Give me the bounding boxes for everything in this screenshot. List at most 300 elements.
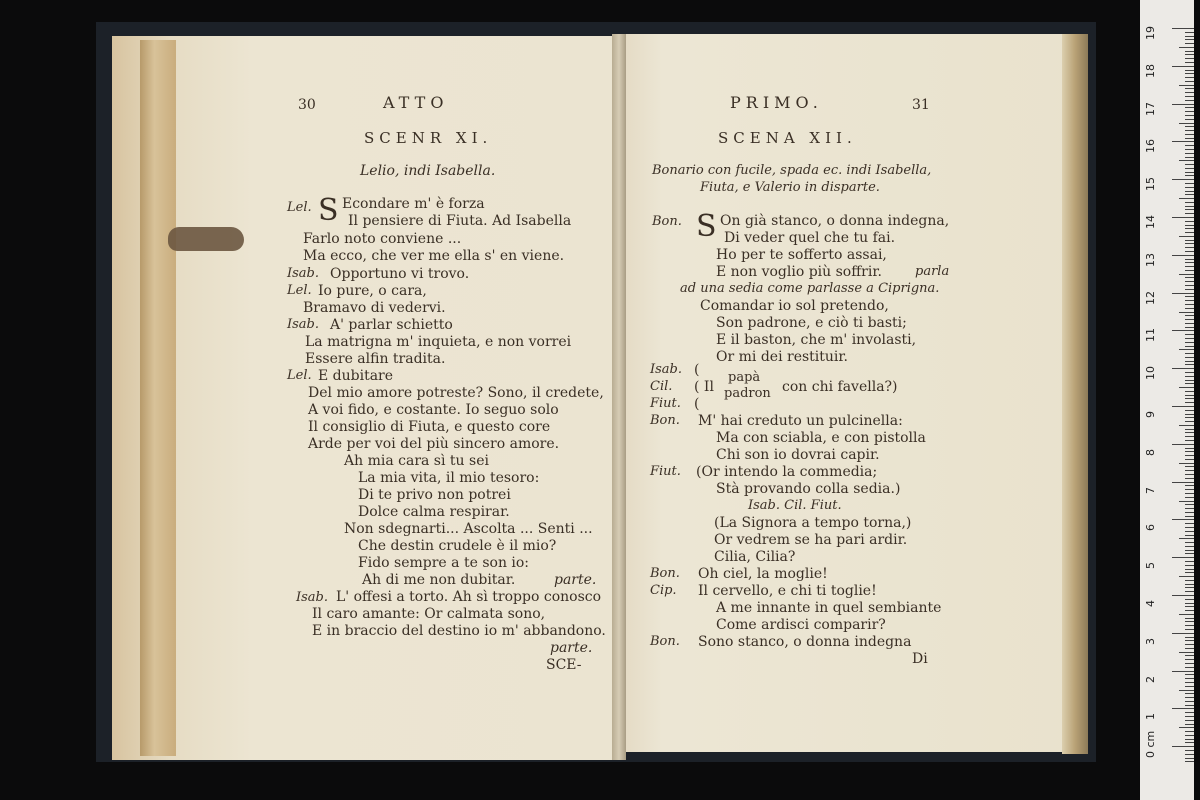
ruler-tick: [1185, 107, 1194, 108]
ruler-tick: [1185, 591, 1194, 592]
ruler-tick: [1185, 678, 1194, 679]
ruler-tick: [1185, 51, 1194, 52]
ruler-tick: [1185, 535, 1194, 536]
speaker-label: Fiut.: [650, 464, 681, 479]
ruler-tick: [1185, 731, 1194, 732]
ruler-number: 15: [1144, 177, 1157, 192]
ruler-tick: [1185, 637, 1194, 638]
ruler-tick: [1179, 312, 1194, 313]
ruler-tick: [1185, 202, 1194, 203]
ruler-tick: [1185, 697, 1194, 698]
ruler-tick: [1172, 746, 1194, 747]
ruler-tick: [1172, 406, 1194, 407]
ruler-tick: [1179, 538, 1194, 539]
ruler-tick: [1185, 410, 1194, 411]
verse-line: E il baston, che m' involasti,: [716, 332, 917, 348]
ruler-number: 10: [1144, 366, 1157, 381]
ruler-tick: [1185, 546, 1194, 547]
ruler-tick: [1172, 293, 1194, 294]
ruler-tick: [1185, 372, 1194, 373]
verse-line: E dubitare: [318, 368, 394, 384]
ruler-tick: [1185, 398, 1194, 399]
ruler-tick: [1185, 338, 1194, 339]
ruler-tick: [1185, 705, 1194, 706]
verse-line: Son padrone, e ciò ti basti;: [716, 315, 907, 331]
ruler-tick: [1185, 130, 1194, 131]
ruler-tick: [1185, 62, 1194, 63]
ruler-number: 12: [1144, 290, 1157, 305]
ruler-tick: [1185, 667, 1194, 668]
stage-direction: parla: [915, 264, 950, 279]
verse-line: Comandar io sol pretendo,: [700, 298, 889, 314]
speaker-label: Isab.: [287, 317, 320, 332]
ruler-tick: [1179, 614, 1194, 615]
speaker-label: Isab.: [296, 590, 329, 605]
ruler-tick: [1185, 629, 1194, 630]
ruler-tick: [1172, 66, 1194, 67]
verse-line: (Or intendo la commedia;: [696, 464, 878, 480]
ruler-tick: [1172, 217, 1194, 218]
stage-direction: parte.: [550, 640, 593, 656]
ruler-tick: [1185, 119, 1194, 120]
left-catchword: SCE-: [546, 657, 582, 673]
ruler-tick: [1185, 606, 1194, 607]
verse-line: Opportuno vi trovo.: [330, 266, 470, 282]
ruler-tick: [1185, 247, 1194, 248]
ruler-tick: [1185, 402, 1194, 403]
right-scene-title: SCENA XII.: [718, 129, 857, 147]
ruler-tick: [1185, 584, 1194, 585]
ruler-tick: [1185, 32, 1194, 33]
verse-line: A voi fido, e costante. Io seguo solo: [308, 402, 559, 418]
ruler-tick: [1185, 674, 1194, 675]
ruler-tick: [1185, 206, 1194, 207]
speaker-label: Lel.: [287, 200, 312, 215]
verse-line: Il pensiere di Fiuta. Ad Isabella: [348, 213, 572, 229]
ruler-tick: [1185, 259, 1194, 260]
ruler-tick: [1185, 512, 1194, 513]
ruler-tick: [1185, 70, 1194, 71]
ruler-tick: [1185, 580, 1194, 581]
ruler-tick: [1185, 553, 1194, 554]
ruler-tick: [1185, 448, 1194, 449]
verse-line: Dolce calma respirar.: [358, 504, 510, 520]
ruler-tick: [1185, 735, 1194, 736]
ruler-tick: [1185, 474, 1194, 475]
ruler-tick: [1185, 470, 1194, 471]
ruler-tick: [1185, 508, 1194, 509]
speaker-label: Isab.: [287, 266, 320, 281]
ruler-tick: [1185, 451, 1194, 452]
ruler-number: 19: [1144, 26, 1157, 40]
ruler-tick: [1185, 466, 1194, 467]
ruler-tick: [1185, 54, 1194, 55]
speaker-label: Fiut.: [650, 396, 681, 411]
brown-stain: [168, 227, 244, 251]
ruler-tick: [1185, 175, 1194, 176]
ruler-tick: [1185, 225, 1194, 226]
ruler-number: 18: [1144, 63, 1157, 78]
left-running-head: ATTO: [383, 93, 449, 112]
verse-line: Oh ciel, la moglie!: [698, 566, 828, 582]
right-catchword: Di: [912, 651, 928, 667]
ruler-tick: [1185, 39, 1194, 40]
page-edge-deckle: [140, 40, 176, 756]
right-running-head: PRIMO.: [730, 93, 823, 112]
verse-line: con chi favella?): [782, 379, 898, 395]
speaker-label: Bon.: [650, 413, 680, 428]
ruler-tick: [1185, 364, 1194, 365]
verse-line: Econdare m' è forza: [342, 196, 485, 212]
verse-line: Ah mia cara sì tu sei: [344, 453, 489, 469]
ruler-number: 0 cm: [1144, 730, 1157, 759]
ruler-number: 3: [1144, 637, 1157, 645]
ruler-tick: [1172, 557, 1194, 558]
ruler-tick: [1185, 561, 1194, 562]
ruler-tick: [1185, 493, 1194, 494]
verse-line: La matrigna m' inquieta, e non vorrei: [305, 334, 572, 350]
ruler-tick: [1185, 621, 1194, 622]
ruler-tick: [1185, 625, 1194, 626]
ruler-number: 7: [1144, 486, 1157, 494]
ruler-number: 6: [1144, 524, 1157, 532]
ruler-tick: [1185, 334, 1194, 335]
ruler-tick: [1185, 36, 1194, 37]
ruler-tick: [1185, 115, 1194, 116]
ruler-number: 5: [1144, 562, 1157, 570]
ruler-tick: [1185, 724, 1194, 725]
speaker-label: Lel.: [287, 368, 312, 383]
ruler-tick: [1185, 640, 1194, 641]
ruler-tick: [1185, 436, 1194, 437]
ruler-tick: [1185, 92, 1194, 93]
ruler-tick: [1185, 308, 1194, 309]
ruler-tick: [1185, 686, 1194, 687]
verse-line: Io pure, o cara,: [318, 283, 427, 299]
ruler-tick: [1185, 168, 1194, 169]
ruler-tick: [1179, 463, 1194, 464]
ruler-tick: [1185, 716, 1194, 717]
measuring-ruler: [1140, 0, 1194, 800]
ruler-tick: [1185, 485, 1194, 486]
ruler-tick: [1185, 414, 1194, 415]
ruler-tick: [1185, 455, 1194, 456]
left-page-number: 30: [298, 97, 316, 113]
ruler-tick: [1185, 701, 1194, 702]
stage-direction: parte.: [554, 572, 597, 588]
ruler-tick: [1172, 368, 1194, 369]
verse-line: (La Signora a tempo torna,): [714, 515, 912, 531]
ruler-tick: [1185, 172, 1194, 173]
ruler-tick: [1185, 712, 1194, 713]
verse-line: Il consiglio di Fiuta, e questo core: [308, 419, 551, 435]
verse-line: Di te privo non potrei: [358, 487, 511, 503]
ruler-tick: [1185, 572, 1194, 573]
ruler-tick: [1179, 576, 1194, 577]
verse-line: L' offesi a torto. Ah sì troppo conosco: [336, 589, 602, 605]
ruler-tick: [1179, 123, 1194, 124]
ruler-tick: [1185, 149, 1194, 150]
ruler-tick: [1185, 750, 1194, 751]
ruler-tick: [1185, 659, 1194, 660]
verse-line: (: [694, 362, 700, 378]
verse-line: Cilia, Cilia?: [714, 549, 796, 565]
verse-line: Non sdegnarti... Ascolta ... Senti ...: [344, 521, 593, 537]
ruler-tick: [1185, 77, 1194, 78]
verse-line: Stà provando colla sedia.): [716, 481, 901, 497]
ruler-tick: [1179, 349, 1194, 350]
ruler-tick: [1185, 342, 1194, 343]
verse-line: Ho per te sofferto assai,: [716, 247, 887, 263]
ruler-tick: [1179, 85, 1194, 86]
ruler-tick: [1185, 504, 1194, 505]
brace-word-bottom: padron: [724, 386, 771, 401]
stage-direction: ad una sedia come parlasse a Ciprigna.: [680, 281, 940, 296]
ruler-tick: [1185, 153, 1194, 154]
ruler-tick: [1185, 134, 1194, 135]
ruler-tick: [1185, 353, 1194, 354]
ruler-tick: [1185, 644, 1194, 645]
ruler-tick: [1185, 266, 1194, 267]
ruler-number: 9: [1144, 411, 1157, 418]
ruler-tick: [1185, 73, 1194, 74]
verse-line: Sono stanco, o donna indegna: [698, 634, 912, 650]
ruler-tick: [1172, 179, 1194, 180]
ruler-tick: [1185, 421, 1194, 422]
ruler-tick: [1185, 739, 1194, 740]
ruler-tick: [1185, 429, 1194, 430]
ruler-tick: [1185, 361, 1194, 362]
verse-line: Del mio amore potreste? Sono, il credete,: [308, 385, 604, 401]
ruler-tick: [1185, 391, 1194, 392]
verse-line: Essere alfin tradita.: [305, 351, 446, 367]
ruler-tick: [1185, 213, 1194, 214]
ruler-number: 17: [1144, 101, 1157, 116]
ruler-tick: [1185, 682, 1194, 683]
verse-line: Il cervello, e chi ti toglie!: [698, 583, 877, 599]
ruler-tick: [1172, 519, 1194, 520]
ruler-tick: [1185, 58, 1194, 59]
ruler-tick: [1185, 603, 1194, 604]
ruler-tick: [1185, 550, 1194, 551]
verse-line: Or vedrem se ha pari ardir.: [714, 532, 908, 548]
verse-line: Bramavo di vedervi.: [303, 300, 446, 316]
ruler-tick: [1185, 663, 1194, 664]
ruler-tick: [1185, 187, 1194, 188]
ruler-tick: [1185, 300, 1194, 301]
ruler-tick: [1179, 501, 1194, 502]
ruler-number: 8: [1144, 448, 1157, 456]
drop-capital: S: [318, 193, 339, 228]
ruler-tick: [1179, 425, 1194, 426]
ruler-tick: [1185, 304, 1194, 305]
brace-word-top: papà: [728, 370, 761, 385]
ruler-tick: [1185, 720, 1194, 721]
ruler-tick: [1179, 236, 1194, 237]
ruler-tick: [1185, 323, 1194, 324]
ruler-tick: [1185, 138, 1194, 139]
ruler-tick: [1185, 126, 1194, 127]
ruler-tick: [1185, 587, 1194, 588]
ruler-tick: [1185, 569, 1194, 570]
ruler-tick: [1185, 111, 1194, 112]
ruler-tick: [1185, 43, 1194, 44]
ruler-tick: [1185, 648, 1194, 649]
ruler-tick: [1185, 270, 1194, 271]
verse-line: Or mi dei restituir.: [716, 349, 848, 365]
verse-line: Di veder quel che tu fai.: [724, 230, 896, 246]
ruler-tick: [1185, 194, 1194, 195]
ruler-tick: [1185, 497, 1194, 498]
verse-line: M' hai creduto un pulcinella:: [698, 413, 903, 429]
right-page-edges: [1062, 34, 1088, 754]
verse-line: ( Il: [694, 379, 714, 395]
speaker-label: Bon.: [650, 566, 680, 581]
verse-line: Che destin crudele è il mio?: [358, 538, 557, 554]
stage-direction: Isab. Cil. Fiut.: [748, 498, 842, 513]
verse-line: E non voglio più soffrir.: [716, 264, 882, 280]
ruler-tick: [1172, 671, 1194, 672]
verse-line: La mia vita, il mio tesoro:: [358, 470, 540, 486]
ruler-tick: [1185, 100, 1194, 101]
ruler-tick: [1185, 346, 1194, 347]
verse-line: Chi son io dovrai capir.: [716, 447, 880, 463]
ruler-tick: [1185, 516, 1194, 517]
ruler-tick: [1185, 191, 1194, 192]
ruler-tick: [1185, 277, 1194, 278]
ruler-tick: [1185, 315, 1194, 316]
ruler-tick: [1172, 104, 1194, 105]
ruler-tick: [1185, 96, 1194, 97]
ruler-tick: [1185, 88, 1194, 89]
ruler-tick: [1185, 319, 1194, 320]
ruler-number: 16: [1144, 139, 1157, 154]
ruler-tick: [1185, 209, 1194, 210]
ruler-tick: [1185, 281, 1194, 282]
book-gutter: [612, 34, 626, 760]
verse-line: A' parlar schietto: [330, 317, 453, 333]
ruler-tick: [1172, 255, 1194, 256]
speaker-label: Bon.: [650, 634, 680, 649]
ruler-tick: [1185, 243, 1194, 244]
verse-line: Ma ecco, che ver me ella s' en viene.: [303, 248, 565, 264]
ruler-tick: [1172, 595, 1194, 596]
left-scene-title: SCENR XI.: [364, 129, 493, 147]
ruler-tick: [1185, 228, 1194, 229]
speaker-label: Cip.: [650, 583, 677, 598]
ruler-tick: [1185, 459, 1194, 460]
ruler-tick: [1179, 274, 1194, 275]
ruler-tick: [1185, 655, 1194, 656]
ruler-tick: [1185, 758, 1194, 759]
ruler-number: 14: [1144, 215, 1157, 229]
left-scene-description: Lelio, indi Isabella.: [360, 163, 496, 179]
ruler-tick: [1185, 693, 1194, 694]
ruler-tick: [1185, 542, 1194, 543]
ruler-tick: [1179, 47, 1194, 48]
ruler-tick: [1185, 296, 1194, 297]
ruler-tick: [1185, 440, 1194, 441]
speaker-label: Cil.: [650, 379, 673, 394]
ruler-tick: [1172, 330, 1194, 331]
ruler-tick: [1185, 761, 1194, 762]
verse-line: Ah di me non dubitar.: [362, 572, 516, 588]
ruler-tick: [1185, 327, 1194, 328]
ruler-tick: [1185, 221, 1194, 222]
ruler-tick: [1172, 708, 1194, 709]
verse-line: A me innante in quel sembiante: [716, 600, 942, 616]
ruler-tick: [1185, 285, 1194, 286]
ruler-tick: [1185, 157, 1194, 158]
ruler-tick: [1185, 357, 1194, 358]
right-scene-description-1: Bonario con fucile, spada ec. indi Isabella,: [652, 163, 932, 178]
ruler-tick: [1185, 183, 1194, 184]
ruler-tick: [1179, 198, 1194, 199]
ruler-number: 11: [1144, 328, 1157, 343]
ruler-tick: [1185, 523, 1194, 524]
verse-line: Il caro amante: Or calmata sono,: [312, 606, 546, 622]
ruler-tick: [1185, 380, 1194, 381]
ruler-tick: [1179, 387, 1194, 388]
ruler-tick: [1185, 417, 1194, 418]
right-page-number: 31: [912, 97, 930, 113]
verse-line: Ma con sciabla, e con pistolla: [716, 430, 926, 446]
ruler-tick: [1185, 531, 1194, 532]
ruler-tick: [1185, 489, 1194, 490]
ruler-tick: [1172, 482, 1194, 483]
verse-line: Arde per voi del più sincero amore.: [308, 436, 560, 452]
ruler-tick: [1185, 232, 1194, 233]
ruler-tick: [1179, 690, 1194, 691]
ruler-tick: [1172, 28, 1194, 29]
right-scene-description-2: Fiuta, e Valerio in disparte.: [700, 180, 880, 195]
ruler-tick: [1172, 633, 1194, 634]
ruler-tick: [1185, 164, 1194, 165]
ruler-tick: [1185, 610, 1194, 611]
drop-capital: S: [696, 209, 717, 244]
ruler-tick: [1179, 652, 1194, 653]
ruler-tick: [1172, 444, 1194, 445]
ruler-tick: [1185, 754, 1194, 755]
verse-line: On già stanco, o donna indegna,: [720, 213, 950, 229]
speaker-label: Lel.: [287, 283, 312, 298]
verse-line: Come ardisci comparir?: [716, 617, 886, 633]
ruler-tick: [1185, 742, 1194, 743]
speaker-label: Bon.: [652, 214, 682, 229]
ruler-tick: [1185, 432, 1194, 433]
verse-line: (: [694, 396, 700, 412]
ruler-tick: [1185, 262, 1194, 263]
verse-line: Fido sempre a te son io:: [358, 555, 530, 571]
ruler-tick: [1185, 376, 1194, 377]
ruler-tick: [1185, 145, 1194, 146]
ruler-number: 13: [1144, 252, 1157, 267]
ruler-tick: [1179, 727, 1194, 728]
ruler-tick: [1185, 240, 1194, 241]
ruler-tick: [1185, 395, 1194, 396]
ruler-tick: [1185, 289, 1194, 290]
speaker-label: Isab.: [650, 362, 683, 377]
verse-line: Farlo noto conviene ...: [303, 231, 462, 247]
ruler-tick: [1185, 478, 1194, 479]
verse-line: E in braccio del destino io m' abbandono.: [312, 623, 606, 639]
ruler-tick: [1185, 599, 1194, 600]
ruler-number: 2: [1144, 675, 1157, 683]
ruler-tick: [1185, 251, 1194, 252]
ruler-tick: [1185, 81, 1194, 82]
ruler-number: 4: [1144, 600, 1157, 607]
ruler-tick: [1179, 160, 1194, 161]
